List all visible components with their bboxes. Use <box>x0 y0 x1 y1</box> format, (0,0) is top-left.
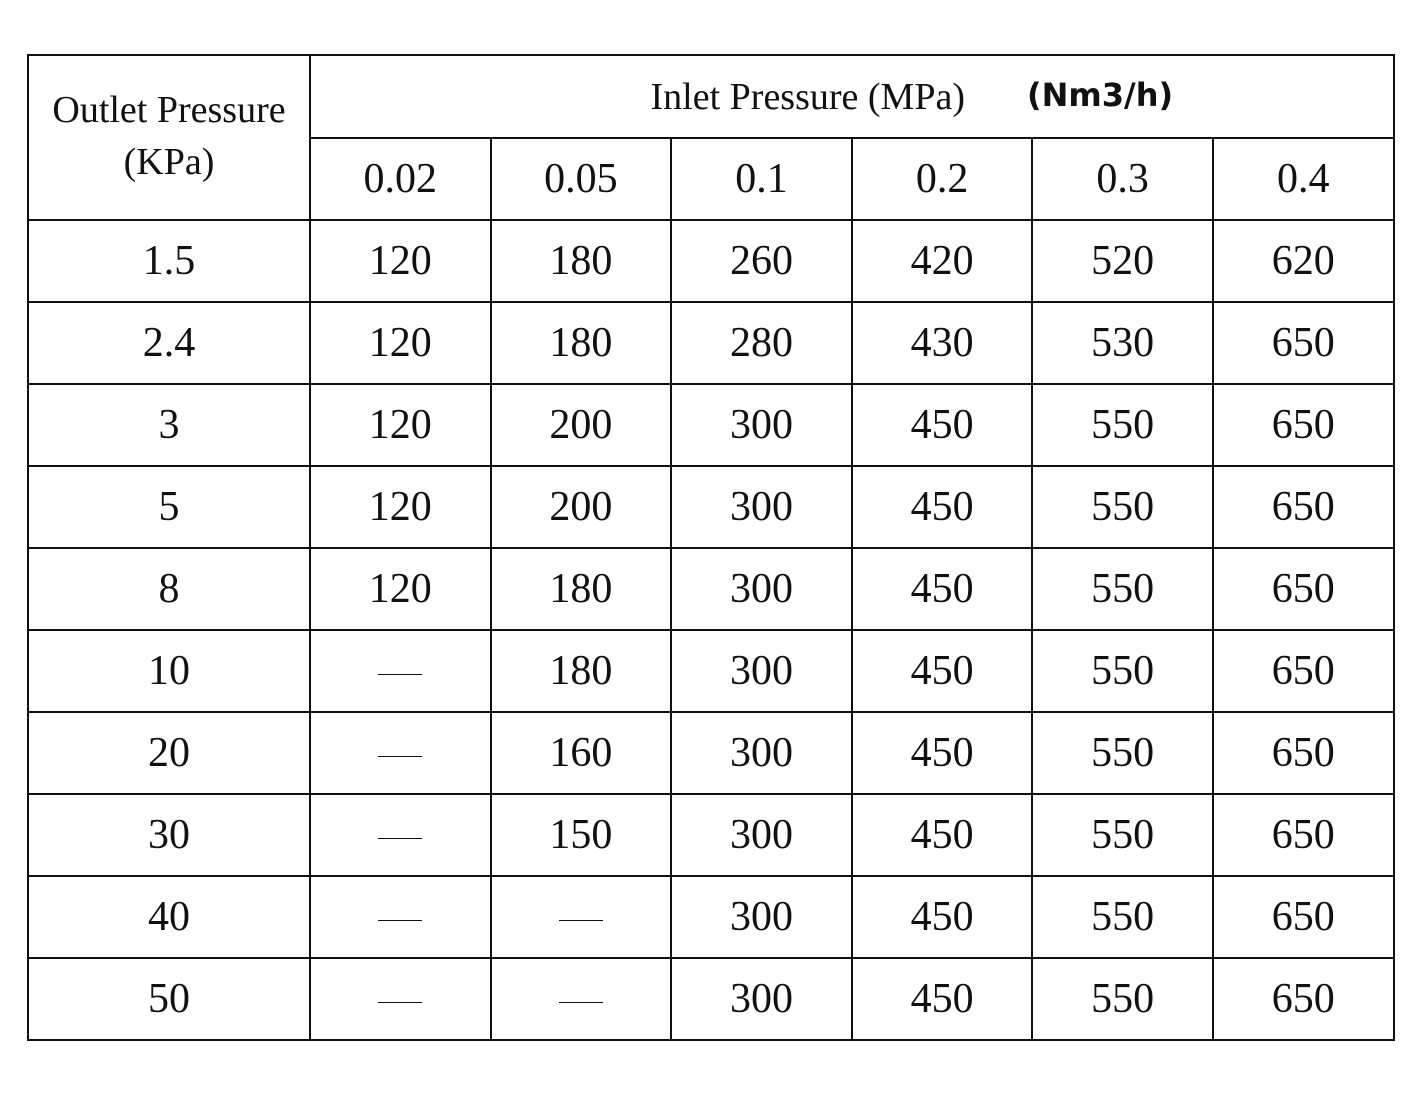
flow-value-cell: 450 <box>852 958 1033 1040</box>
flow-value-cell <box>310 958 491 1040</box>
flow-value-cell: 650 <box>1213 958 1394 1040</box>
flow-value-cell: 160 <box>491 712 672 794</box>
flow-value-cell: 550 <box>1032 794 1213 876</box>
flow-value-cell: 450 <box>852 712 1033 794</box>
flow-value-cell: 450 <box>852 630 1033 712</box>
flow-value-cell: 450 <box>852 466 1033 548</box>
flow-value-cell: 180 <box>491 220 672 302</box>
flow-value-cell: 300 <box>671 548 852 630</box>
flow-value-cell: 550 <box>1032 384 1213 466</box>
inlet-pressure-column-header: 0.3 <box>1032 138 1213 220</box>
flow-value-cell: 280 <box>671 302 852 384</box>
flow-value-cell: 650 <box>1213 876 1394 958</box>
inlet-pressure-label: Inlet Pressure (MPa) <box>650 75 965 118</box>
flow-value-cell: 450 <box>852 876 1033 958</box>
header-row-top <box>28 55 1394 138</box>
table-row <box>28 302 1394 384</box>
flow-value-cell: 550 <box>1032 548 1213 630</box>
outlet-pressure-header <box>28 55 310 220</box>
flow-value-cell <box>310 712 491 794</box>
table-row <box>28 876 1394 958</box>
outlet-pressure-cell: 3 <box>28 384 310 466</box>
table-row <box>28 958 1394 1040</box>
flow-value-cell: 420 <box>852 220 1033 302</box>
inlet-pressure-header <box>310 55 1394 138</box>
outlet-pressure-cell: 50 <box>28 958 310 1040</box>
flow-value-cell: 650 <box>1213 712 1394 794</box>
flow-value-cell: 300 <box>671 958 852 1040</box>
flow-value-cell: 300 <box>671 794 852 876</box>
flow-unit-label: (Nm3/h) <box>1027 75 1174 114</box>
no-value-dash <box>378 756 422 757</box>
flow-value-cell: 200 <box>491 466 672 548</box>
outlet-pressure-header-line1: Outlet Pressure <box>52 89 286 131</box>
no-value-dash <box>378 920 422 921</box>
flow-value-cell: 650 <box>1213 794 1394 876</box>
flow-value-cell: 180 <box>491 302 672 384</box>
outlet-pressure-cell: 40 <box>28 876 310 958</box>
flow-value-cell <box>310 630 491 712</box>
flow-value-cell: 530 <box>1032 302 1213 384</box>
flow-value-cell: 300 <box>671 712 852 794</box>
flow-value-cell <box>310 794 491 876</box>
flow-value-cell: 650 <box>1213 384 1394 466</box>
outlet-pressure-cell: 5 <box>28 466 310 548</box>
inlet-pressure-column-header: 0.1 <box>671 138 852 220</box>
flow-value-cell: 450 <box>852 384 1033 466</box>
flow-value-cell: 550 <box>1032 712 1213 794</box>
flow-value-cell <box>310 876 491 958</box>
flow-value-cell <box>491 876 672 958</box>
flow-value-cell: 450 <box>852 548 1033 630</box>
inlet-pressure-column-header: 0.4 <box>1213 138 1394 220</box>
no-value-dash <box>559 1002 603 1003</box>
table-row <box>28 220 1394 302</box>
flow-value-cell: 300 <box>671 466 852 548</box>
flow-capacity-table <box>27 54 1395 1041</box>
table-row <box>28 794 1394 876</box>
flow-value-cell: 650 <box>1213 548 1394 630</box>
inlet-pressure-column-header: 0.2 <box>852 138 1033 220</box>
flow-value-cell: 650 <box>1213 466 1394 548</box>
flow-value-cell: 300 <box>671 876 852 958</box>
flow-value-cell: 260 <box>671 220 852 302</box>
flow-value-cell: 120 <box>310 466 491 548</box>
flow-value-cell: 520 <box>1032 220 1213 302</box>
table-row <box>28 466 1394 548</box>
table-body <box>28 220 1394 1040</box>
table-row <box>28 712 1394 794</box>
flow-value-cell: 200 <box>491 384 672 466</box>
flow-value-cell: 150 <box>491 794 672 876</box>
flow-value-cell: 120 <box>310 548 491 630</box>
flow-value-cell: 550 <box>1032 958 1213 1040</box>
flow-value-cell: 180 <box>491 548 672 630</box>
table-row <box>28 384 1394 466</box>
flow-value-cell: 300 <box>671 384 852 466</box>
flow-value-cell: 450 <box>852 794 1033 876</box>
outlet-pressure-cell: 2.4 <box>28 302 310 384</box>
flow-value-cell: 620 <box>1213 220 1394 302</box>
outlet-pressure-cell: 10 <box>28 630 310 712</box>
no-value-dash <box>378 1002 422 1003</box>
flow-value-cell: 550 <box>1032 630 1213 712</box>
table-row <box>28 548 1394 630</box>
flow-value-cell: 120 <box>310 384 491 466</box>
outlet-pressure-cell: 30 <box>28 794 310 876</box>
flow-value-cell: 430 <box>852 302 1033 384</box>
flow-value-cell: 180 <box>491 630 672 712</box>
flow-value-cell: 300 <box>671 630 852 712</box>
flow-value-cell: 650 <box>1213 630 1394 712</box>
no-value-dash <box>378 674 422 675</box>
flow-value-cell <box>491 958 672 1040</box>
flow-value-cell: 650 <box>1213 302 1394 384</box>
outlet-pressure-cell: 8 <box>28 548 310 630</box>
flow-value-cell: 120 <box>310 220 491 302</box>
inlet-pressure-column-header: 0.05 <box>491 138 672 220</box>
no-value-dash <box>378 838 422 839</box>
no-value-dash <box>559 920 603 921</box>
outlet-pressure-cell: 1.5 <box>28 220 310 302</box>
inlet-pressure-column-header: 0.02 <box>310 138 491 220</box>
flow-table-container <box>27 54 1393 1041</box>
flow-value-cell: 120 <box>310 302 491 384</box>
outlet-pressure-header-line2: (KPa) <box>123 141 215 183</box>
outlet-pressure-cell: 20 <box>28 712 310 794</box>
flow-value-cell: 550 <box>1032 876 1213 958</box>
flow-value-cell: 550 <box>1032 466 1213 548</box>
table-row <box>28 630 1394 712</box>
